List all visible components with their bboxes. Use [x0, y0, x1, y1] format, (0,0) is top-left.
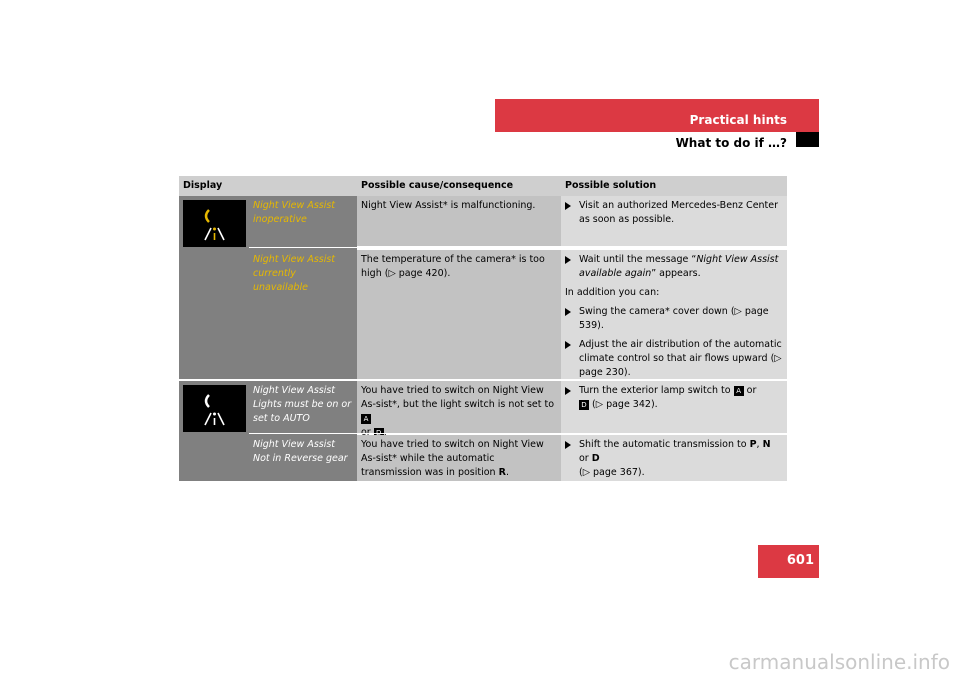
col-header-solution: Possible solution — [561, 176, 787, 196]
row-divider — [249, 433, 787, 434]
night-view-icon — [183, 200, 246, 247]
additional-item: Swing the camera* cover down (▷ page 539). — [565, 305, 783, 333]
additional-label: In addition you can: — [565, 287, 660, 298]
col-header-display: Display — [179, 176, 357, 196]
solution-3-item: Turn the exterior lamp switch to A or D (▷ page 342). — [565, 384, 783, 412]
page-number: 601 — [786, 553, 814, 568]
display-message-4: Night View Assist Not in Reverse gear — [253, 439, 348, 464]
display-message-3: Night View Assist Lights must be on or set to AUTO — [253, 385, 352, 424]
subsection-title: What to do if …? — [675, 136, 787, 150]
night-view-icon — [183, 385, 246, 432]
solution-3 — [561, 381, 787, 433]
solution-4 — [561, 435, 787, 481]
auto-light-icon: A — [361, 414, 371, 424]
cause-4: You have tried to switch on Night View As-sist* while the automatic transmission was in position R. — [357, 435, 561, 481]
group-divider — [179, 379, 787, 380]
cause-3: You have tried to switch on Night View As-sist*, but the light switch is not set to A — [357, 381, 561, 433]
solution-2-item: Wait until the message “Night View Assist available again” appears. — [565, 253, 783, 281]
additional-item: Adjust the air distribution of the automatic climate control so that air flows upward (▷ page 230). — [565, 338, 783, 380]
solution-1 — [561, 196, 787, 246]
header-tab — [796, 132, 819, 147]
low-beam-icon: D — [579, 400, 589, 410]
solution-4-item: Shift the automatic transmission to P, N or D (▷ page 367). — [565, 438, 783, 480]
solution-2 — [561, 250, 787, 379]
row-divider — [249, 247, 787, 248]
cause-2: The temperature of the camera* is too high (▷ page 420). — [357, 250, 561, 379]
display-message-1: Night View Assist inoperative — [253, 200, 336, 225]
watermark: carmanualsonline.info — [728, 650, 950, 674]
cause-1: Night View Assist* is malfunctioning. — [357, 196, 561, 246]
col-header-cause: Possible cause/consequence — [357, 176, 561, 196]
display-message-2: Night View Assist currently unavailable — [253, 254, 336, 293]
section-title: Practical hints — [689, 113, 787, 127]
auto-light-icon: A — [734, 386, 744, 396]
solution-1-item: Visit an authorized Mercedes-Benz Center as soon as possible. — [565, 199, 783, 227]
